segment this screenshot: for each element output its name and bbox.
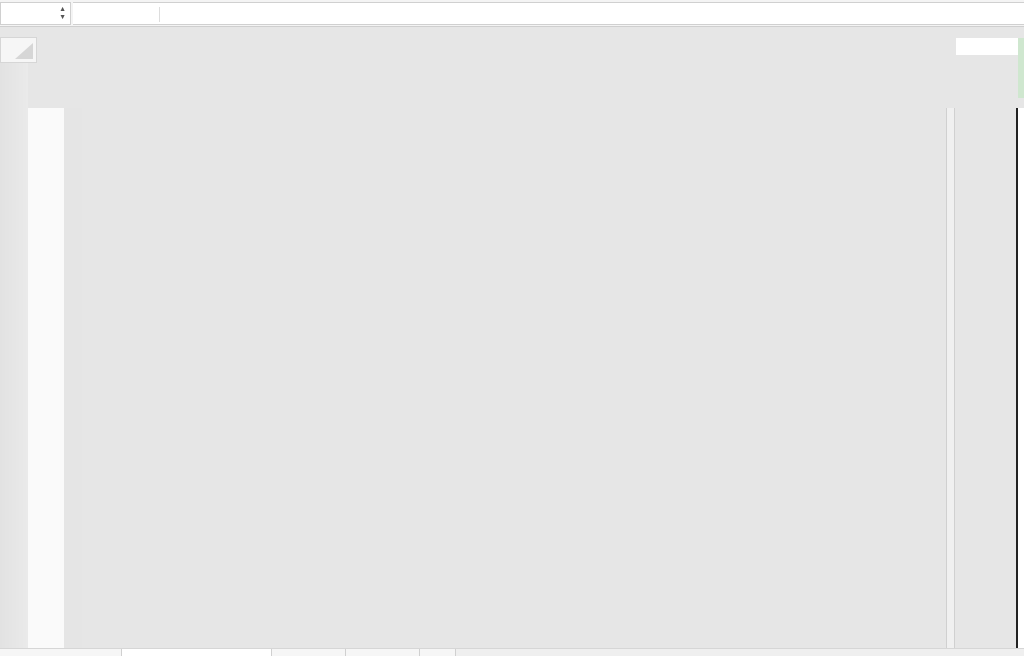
formula-separator <box>159 7 160 22</box>
name-box[interactable] <box>0 2 71 25</box>
sheet-tab[interactable] <box>272 649 346 656</box>
formula-input-area[interactable] <box>73 2 1024 25</box>
frozen-column-divider[interactable] <box>946 108 955 656</box>
left-gutter <box>0 63 28 656</box>
sheet-tab-active[interactable] <box>122 649 272 656</box>
select-all-button[interactable] <box>0 37 37 63</box>
sheet-tab-nav[interactable] <box>0 649 122 656</box>
sheet-tab[interactable] <box>346 649 420 656</box>
sheet-tab-bar <box>0 648 1024 656</box>
row-header-gap <box>64 108 82 656</box>
sheet-tab[interactable] <box>420 649 456 656</box>
formula-bar <box>0 0 1024 27</box>
name-box-stepper-icon[interactable]: ▲ ▼ <box>59 6 66 21</box>
row-header-column <box>28 108 64 656</box>
scroll-indicator <box>1018 38 1024 98</box>
frozen-pane-strip <box>956 38 1018 55</box>
column-k-edge <box>1016 108 1024 656</box>
